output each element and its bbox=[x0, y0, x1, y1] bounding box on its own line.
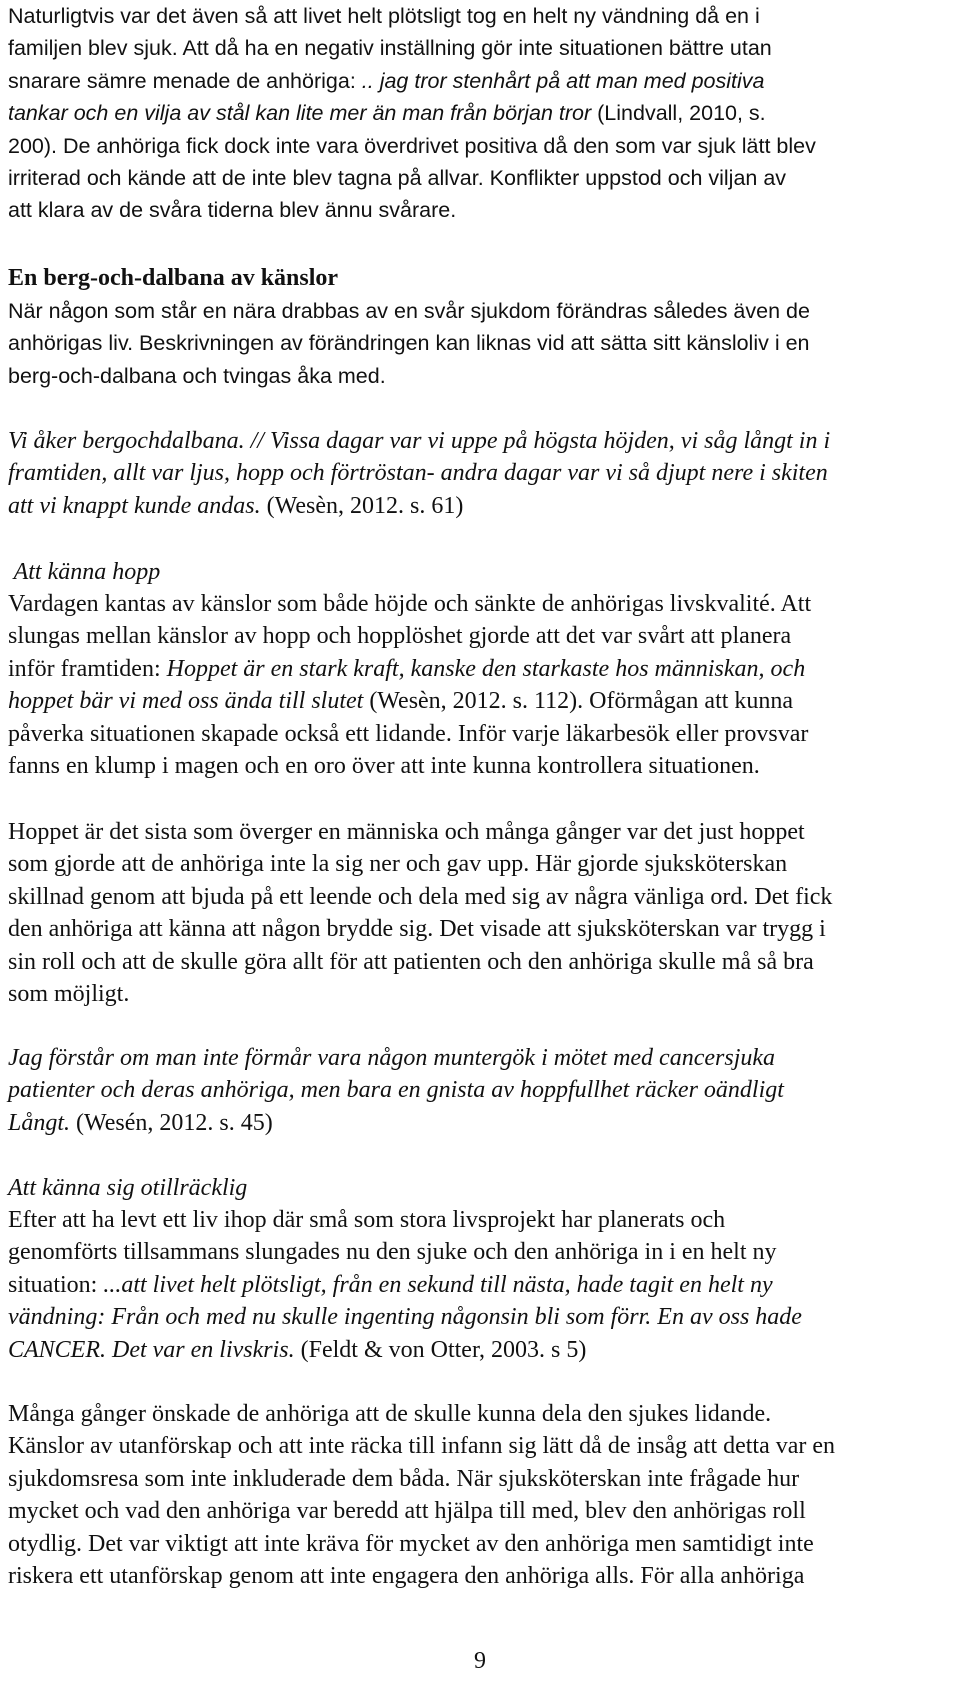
section-heading: En berg-och-dalbana av känslor bbox=[8, 265, 339, 291]
citation-run: (Wesén, 2012. s. 45) bbox=[70, 1109, 273, 1136]
text-line: Många gånger önskade de anhöriga att de skulle kunna dela den sjukes lidande. bbox=[8, 1401, 772, 1427]
text-line: 200). De anhöriga fick dock inte vara överdrivet positiva då den som var sjuk lätt blev bbox=[8, 133, 816, 158]
text-line: som möjligt. bbox=[8, 981, 130, 1008]
quote-run: Hoppet är en stark kraft, kanske den starkaste hos människan, och bbox=[166, 655, 806, 682]
text-line: fanns en klump i magen och en oro över att inte kunna kontrollera situationen. bbox=[8, 753, 760, 780]
quote-line bbox=[8, 490, 830, 522]
citation-run: (Wesèn, 2012. s. 61) bbox=[260, 492, 464, 519]
paragraph-inadequate bbox=[8, 1204, 802, 1366]
text-line bbox=[8, 653, 811, 685]
text-line: påverka situationen skapade också ett lidande. Inför varje läkarbesök eller provsvar bbox=[8, 720, 809, 747]
quote-run: hoppet bär vi med oss ända till slutet bbox=[8, 688, 364, 715]
text-line bbox=[8, 97, 816, 129]
citation-run: (Feldt & von Otter, 2003. s 5) bbox=[294, 1336, 587, 1363]
quote-run: att vi knappt kunde andas. bbox=[8, 492, 261, 519]
text-line: att klara av de svåra tiderna blev ännu svårare. bbox=[8, 198, 457, 223]
text-line bbox=[8, 1334, 802, 1366]
text-run: snarare sämre menade de anhöriga: bbox=[8, 68, 356, 93]
subsection-heading: Att känna sig otillräcklig bbox=[8, 1175, 248, 1201]
text-line: anhörigas liv. Beskrivningen av förändringen kan liknas vid att sätta sitt känsloliv i en bbox=[8, 331, 810, 356]
text-line: otydlig. Det var viktigt att inte kräva för mycket av den anhöriga men samtidigt inte bbox=[8, 1530, 814, 1557]
citation-run: (Wesèn, 2012. s. 112). Oförmågan att kunna bbox=[363, 688, 794, 715]
text-line: mycket och vad den anhöriga var beredd att hjälpa till med, blev den anhörigas roll bbox=[8, 1498, 806, 1525]
paragraph-nurse-hope bbox=[8, 816, 832, 1010]
text-line bbox=[8, 1269, 802, 1301]
quote-run: tankar och en vilja av stål kan lite mer än man från början tror bbox=[8, 101, 592, 126]
text-line: den anhöriga att känna att någon brydde sig. Det visade att sjuksköterskan var trygg i bbox=[8, 916, 826, 943]
quote-run: CANCER. Det var en livskris. bbox=[8, 1336, 295, 1363]
quote-run: ...att livet helt plötsligt, från en sekund till nästa, hade tagit en helt ny bbox=[103, 1271, 773, 1298]
quote-line: Jag förstår om man inte förmår vara någon muntergök i mötet med cancersjuka bbox=[8, 1045, 776, 1071]
paragraph-rollercoaster bbox=[8, 295, 810, 392]
block-quote bbox=[8, 425, 830, 522]
quote-line: framtiden, allt var ljus, hopp och förtröstan- andra dagar var vi så djupt nere i skiten bbox=[8, 460, 828, 487]
quote-run: Långt. bbox=[8, 1109, 71, 1136]
text-line: sin roll och att de skulle göra allt för att patienten och den anhöriga skulle må så bra bbox=[8, 948, 814, 975]
text-line: genomförts tillsammans slungades nu den sjuke och den anhöriga in i en helt ny bbox=[8, 1239, 777, 1266]
text-line: Vardagen kantas av känslor som både höjde och sänkte de anhörigas livskvalité. Att bbox=[8, 591, 812, 617]
text-line: Naturligtvis var det även så att livet helt plötsligt tog en helt ny vändning då en i bbox=[8, 4, 760, 28]
text-line: familjen blev sjuk. Att då ha en negativ inställning gör inte situationen bättre utan bbox=[8, 36, 772, 61]
text-run: situation: bbox=[8, 1271, 104, 1298]
text-line: När någon som står en nära drabbas av en svår sjukdom förändras således även de bbox=[8, 299, 810, 323]
text-run: inför framtiden: bbox=[8, 655, 167, 682]
quote-line: vändning: Från och med nu skulle ingenting någonsin bli som förr. En av oss hade bbox=[8, 1304, 802, 1331]
block-quote bbox=[8, 1042, 784, 1139]
text-line: irriterad och kände att de inte blev tagna på allvar. Konflikter uppstod och viljan av bbox=[8, 166, 787, 191]
quote-line: patienter och deras anhöriga, men bara en gnista av hoppfullhet räcker oändligt bbox=[8, 1077, 784, 1104]
paragraph-hope bbox=[8, 588, 811, 782]
text-line: skillnad genom att bjuda på ett leende och dela med sig av några vänliga ord. Det fick bbox=[8, 883, 833, 910]
page-number: 9 bbox=[474, 1648, 486, 1674]
text-line: Hoppet är det sista som överger en människa och många gånger var det just hoppet bbox=[8, 819, 805, 845]
text-line bbox=[8, 65, 816, 97]
text-line bbox=[8, 685, 811, 717]
quote-run: .. jag tror stenhårt på att man med positiva bbox=[355, 68, 765, 93]
quote-line bbox=[8, 1107, 784, 1139]
text-line: berg-och-dalbana och tvingas åka med. bbox=[8, 363, 386, 388]
subsection-heading: Att känna hopp bbox=[8, 559, 161, 585]
citation-run: (Lindvall, 2010, s. bbox=[591, 101, 766, 126]
text-line: Känslor av utanförskap och att inte räcka till infann sig lätt då de insåg att detta var en bbox=[8, 1433, 836, 1460]
text-line: sjukdomsresa som inte inkluderade dem båda. När sjuksköterskan inte frågade hur bbox=[8, 1465, 800, 1492]
text-line: Efter att ha levt ett liv ihop där små som stora livsprojekt har planerats och bbox=[8, 1207, 726, 1233]
text-line: riskera ett utanförskap genom att inte engagera den anhöriga alls. För alla anhöriga bbox=[8, 1563, 805, 1590]
text-line: slungas mellan känslor av hopp och hopplöshet gjorde att det var svårt att planera bbox=[8, 623, 792, 650]
paragraph-share-suffering bbox=[8, 1398, 835, 1592]
quote-line: Vi åker bergochdalbana. // Vissa dagar var vi uppe på högsta höjden, vi såg långt in i bbox=[8, 428, 831, 454]
paragraph-intro bbox=[8, 0, 816, 227]
text-line: som gjorde att de anhöriga inte la sig ner och gav upp. Här gjorde sjuksköterskan bbox=[8, 851, 788, 878]
